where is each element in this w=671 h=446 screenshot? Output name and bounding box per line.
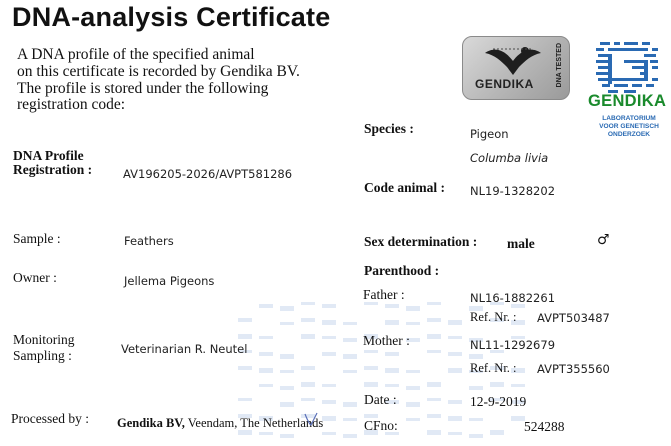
gel-band xyxy=(301,302,315,305)
date-label: Date : xyxy=(364,392,397,407)
sex-value: male xyxy=(507,236,535,251)
mother-ref-value: AVPT355560 xyxy=(537,362,610,376)
intro-line: The profile is stored under the following xyxy=(17,79,269,97)
monitoring-label-2: Sampling : xyxy=(13,348,72,363)
species-value: Pigeon xyxy=(470,127,509,141)
father-ref-value: AVPT503487 xyxy=(537,311,610,325)
gel-band xyxy=(448,368,462,373)
gel-band xyxy=(301,398,315,401)
father-ref-label: Ref. Nr. : xyxy=(470,310,517,324)
gel-band xyxy=(511,384,525,387)
logo-name: GENDIKA xyxy=(588,92,667,110)
code-animal-value: NL19-1328202 xyxy=(470,184,556,198)
gel-band xyxy=(448,336,462,339)
intro-line: registration code: xyxy=(17,96,126,114)
code-animal-label: Code animal : xyxy=(364,180,445,195)
mother-value: NL11-1292679 xyxy=(470,338,556,352)
gel-band xyxy=(427,398,441,401)
gel-band xyxy=(385,384,399,387)
gel-band xyxy=(427,430,441,435)
processed-org: Gendika BV, xyxy=(117,416,185,430)
gel-band xyxy=(343,322,357,325)
gel-band xyxy=(427,334,441,339)
gel-band xyxy=(280,402,294,407)
gel-band xyxy=(343,354,357,359)
gel-band xyxy=(448,416,462,421)
gel-band xyxy=(385,352,399,356)
gel-band xyxy=(322,304,336,308)
gel-band xyxy=(322,336,336,339)
eagle-icon xyxy=(483,43,543,77)
gel-band xyxy=(406,418,420,421)
gel-band xyxy=(322,320,336,325)
gel-band xyxy=(490,430,504,435)
processed-value xyxy=(117,414,323,432)
gel-band xyxy=(280,386,294,390)
gel-band xyxy=(259,352,273,356)
gel-band xyxy=(343,338,357,342)
signature-mark-icon xyxy=(303,411,319,427)
gel-band xyxy=(238,318,252,322)
dna-tested-seal xyxy=(462,36,570,100)
gel-band xyxy=(406,386,420,390)
gel-band xyxy=(301,366,315,370)
gel-band xyxy=(511,416,525,421)
gel-band xyxy=(343,402,357,407)
gel-band xyxy=(427,302,441,305)
cfno-label: CFno: xyxy=(364,418,398,433)
gel-band xyxy=(385,304,399,308)
seal-vertical-text: DNA TESTED xyxy=(556,43,563,88)
monitoring-value: Veterinarian R. Neutel xyxy=(121,342,248,356)
processed-label: Processed by : xyxy=(11,411,89,426)
gel-band xyxy=(427,350,441,353)
gel-band xyxy=(238,366,252,370)
gel-band xyxy=(301,382,315,387)
gel-band xyxy=(406,306,420,311)
gel-band xyxy=(406,370,420,373)
species-latin: Columba livia xyxy=(470,151,549,165)
seal-brand: GENDIKA xyxy=(475,77,534,91)
gel-band xyxy=(280,434,294,438)
sex-label: Sex determination : xyxy=(364,234,478,249)
mother-label: Mother : xyxy=(363,333,410,348)
gel-band xyxy=(280,306,294,311)
gel-band xyxy=(427,414,441,418)
gel-band xyxy=(448,320,462,325)
species-label: Species : xyxy=(364,121,414,136)
mother-ref-label: Ref. Nr. : xyxy=(470,361,517,375)
intro-text xyxy=(17,47,300,114)
logo-subtitle: LABORATORIUM VOOR GENETISCH ONDERZOEK xyxy=(599,115,659,138)
cfno-value: 524288 xyxy=(524,419,565,434)
monitoring-label: Monitoring xyxy=(13,332,75,347)
gel-band xyxy=(448,352,462,356)
father-value: NL16-1882261 xyxy=(470,291,556,305)
registration-label-2: Registration : xyxy=(13,162,93,177)
gel-band xyxy=(427,318,441,322)
gel-band xyxy=(469,386,483,390)
gel-band xyxy=(364,366,378,370)
gel-band xyxy=(427,382,441,387)
gel-band xyxy=(469,434,483,438)
intro-line: on this certificate is recorded by Gendika BV. xyxy=(17,62,300,80)
registration-label: DNA Profile xyxy=(13,148,84,163)
gel-band xyxy=(322,416,336,421)
owner-value: Jellema Pigeons xyxy=(124,274,215,288)
sample-value: Feathers xyxy=(124,234,174,248)
gel-band xyxy=(385,368,399,373)
gel-band xyxy=(322,432,336,435)
father-label: Father : xyxy=(363,287,405,302)
gel-band xyxy=(385,320,399,325)
gel-band xyxy=(406,402,420,407)
gel-band xyxy=(322,384,336,387)
gel-band xyxy=(406,322,420,325)
date-value: 12-9-2019 xyxy=(470,394,527,409)
gel-band xyxy=(469,418,483,421)
gel-band xyxy=(343,370,357,373)
gel-band xyxy=(448,432,462,435)
parenthood-label: Parenthood : xyxy=(364,263,440,278)
intro-line: A DNA profile of the specified animal xyxy=(17,46,255,63)
registration-value: AV196205-2026/AVPT581286 xyxy=(123,167,293,181)
gel-band xyxy=(238,334,252,339)
processed-place: Veendam, The Netherlands xyxy=(184,416,324,430)
gel-band xyxy=(238,398,252,401)
owner-label: Owner : xyxy=(13,270,57,285)
gel-band xyxy=(259,368,273,373)
gel-band xyxy=(490,382,504,387)
gel-band xyxy=(280,354,294,359)
gel-band xyxy=(259,304,273,308)
page-title: DNA-analysis Certificate xyxy=(12,2,331,32)
gel-band xyxy=(469,354,483,359)
gel-band xyxy=(259,432,273,435)
gel-band xyxy=(322,400,336,404)
gel-band xyxy=(343,418,357,421)
gel-band xyxy=(343,434,357,438)
gel-band xyxy=(364,382,378,387)
gel-band xyxy=(448,400,462,404)
sample-label: Sample : xyxy=(13,231,61,246)
gel-band xyxy=(259,384,273,387)
gel-band xyxy=(301,334,315,339)
gel-band xyxy=(280,370,294,373)
male-symbol-icon: ♂ xyxy=(597,232,610,248)
gel-band xyxy=(259,336,273,339)
gendika-logo-icon xyxy=(594,40,660,94)
gel-band xyxy=(322,352,336,356)
gel-band xyxy=(301,318,315,322)
gel-band xyxy=(364,350,378,353)
gel-band xyxy=(280,322,294,325)
